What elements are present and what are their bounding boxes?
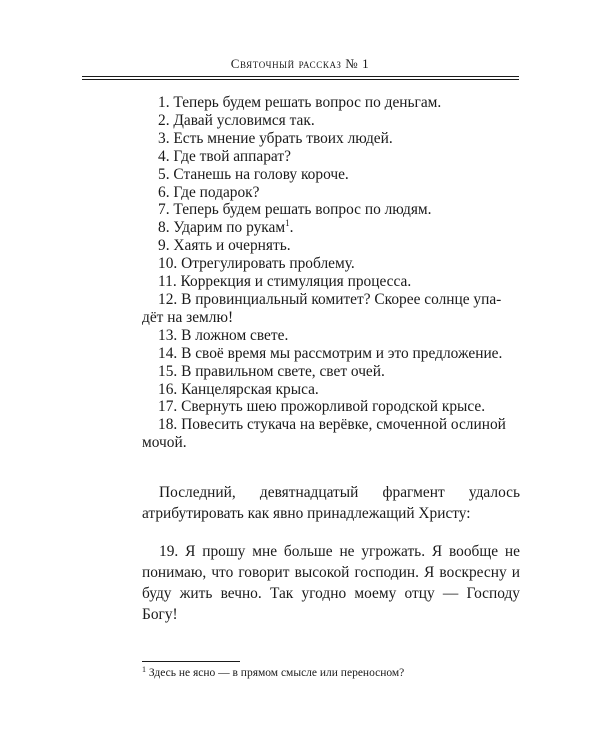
paragraph-text: Последний, девятнадцатый фрагмент удалось атрибутировать как явно принадлежащий Христу: (142, 484, 520, 522)
list-item: 7. Теперь будем решать вопрос по людям. (158, 201, 432, 219)
list-item: 5. Станешь на голову короче. (158, 165, 349, 183)
header-rule (82, 76, 519, 77)
footnote (142, 666, 404, 680)
list-item (142, 219, 520, 237)
running-head (0, 56, 600, 72)
list-item-text: 8. Ударим по рукам (158, 219, 286, 237)
list-item: 2. Давай условимся так. (158, 111, 315, 129)
list-item-punct: . (289, 219, 294, 237)
footnote-text: Здесь не ясно — в прямом смысле или переносном? (146, 667, 405, 679)
paragraph-text: 19. Я прошу мне больше не угрожать. Я вообще не понимаю, что говорит высокой господин. Я воскресну и буду жить вечно. Так угодно моему отцу — Господу Богу! (142, 543, 520, 623)
list-item: 4. Где твой аппарат? (158, 147, 291, 165)
body-paragraph (142, 482, 520, 524)
list-item: 18. Повесить стукача на верёвке, смоченной ослиной (158, 416, 506, 434)
list-item: 16. Канцелярская крыса. (158, 380, 319, 398)
list-item-continuation: мочой. (142, 434, 187, 452)
quote-paragraph (142, 541, 520, 625)
header-rule (82, 79, 519, 80)
footnote-rule (142, 661, 240, 662)
footnote-reference: 1 (285, 218, 290, 229)
fragment-list (142, 94, 520, 452)
footnote-marker: 1 (142, 665, 146, 674)
list-item: 14. В своё время мы рассмотрим и это предложение. (158, 344, 503, 362)
list-item: 12. В провинциальный комитет? Скорее солнце упа- (158, 290, 502, 308)
list-item: 1. Теперь будем решать вопрос по деньгам. (158, 94, 442, 111)
list-item: 10. Отрегулировать проблему. (158, 255, 355, 273)
list-item: 11. Коррекция и стимуляция процесса. (158, 273, 412, 291)
list-item: 13. В ложном свете. (158, 326, 289, 344)
list-item: 6. Где подарок? (158, 183, 260, 201)
list-item: 3. Есть мнение убрать твоих людей. (158, 129, 393, 147)
list-item-continuation: дёт на землю! (142, 308, 234, 326)
list-item: 15. В правильном свете, свет очей. (158, 362, 385, 380)
list-item: 9. Хаять и очернять. (158, 237, 291, 255)
list-item: 17. Свернуть шею прожорливой городской крысе. (158, 398, 486, 416)
running-head-text: Святочный рассказ № 1 (230, 56, 370, 71)
